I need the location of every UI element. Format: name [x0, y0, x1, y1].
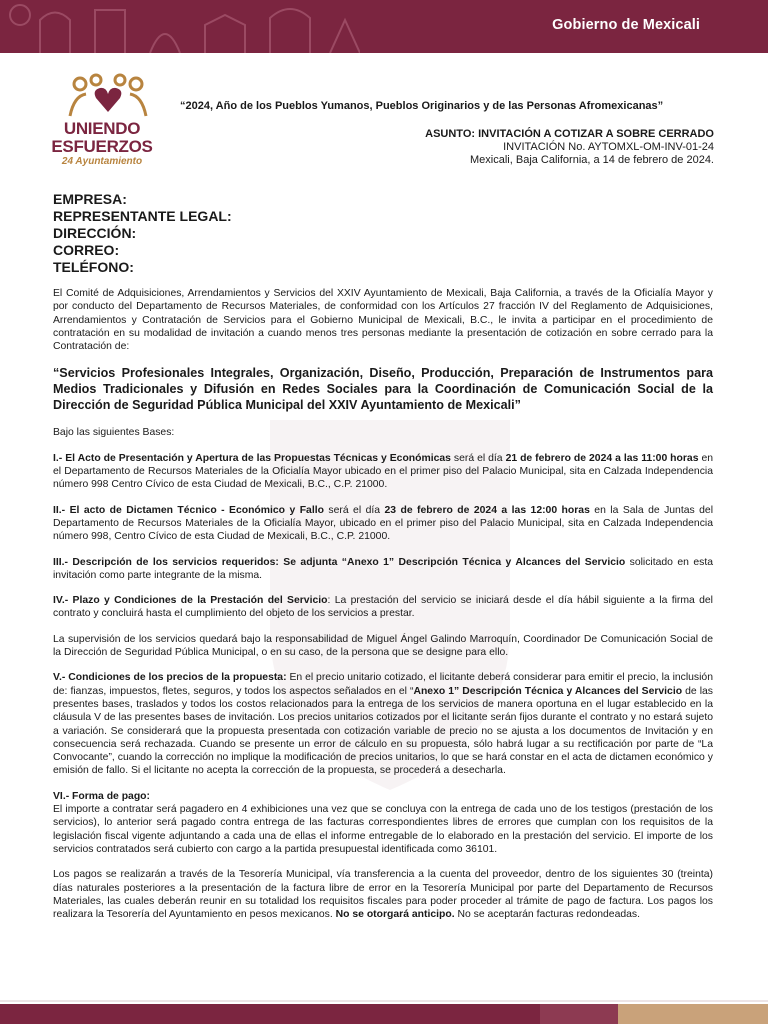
- section-2-title: II.- El acto de Dictamen Técnico - Económico y Fallo: [53, 504, 324, 516]
- no-advance-note: No se otorgará anticipo.: [335, 909, 455, 921]
- section-2-date: 23 de febrero de 2024 a las 12:00 horas: [384, 504, 590, 516]
- header-decoration-pattern: [0, 0, 360, 53]
- section-5: [53, 671, 713, 777]
- section-4: [53, 594, 713, 621]
- section-3: [53, 556, 713, 583]
- footer-bar-middle: [540, 1004, 618, 1024]
- service-title: “Servicios Profesionales Integrales, Organización, Diseño, Producción, Preparación de Instrumentos para Medios Tradicionales y Difusión en Redes Sociales para la Coordinación de Comunicación Social de la Dirección de Seguridad Pública Municipal del XXIV Ayuntamiento de Mexicali”: [53, 366, 713, 413]
- payments-paragraph: [53, 868, 713, 921]
- section-1-title: I.- El Acto de Presentación y Apertura de las Propuestas Técnicas y Económicas: [53, 452, 451, 464]
- logo-text-line1: UNIENDO: [63, 119, 141, 138]
- section-6: [53, 790, 713, 856]
- supervision-paragraph: La supervisión de los servicios quedará bajo la responsabilidad de Miguel Ángel Galindo Marroquín, Coordinador De Comunicación Social de la Dirección de Seguridad Pública Municipal, o en su caso, de la persona que se designe para ello.: [53, 633, 713, 659]
- label-representante: REPRESENTANTE LEGAL:: [53, 208, 232, 224]
- year-motto: “2024, Año de los Pueblos Yumanos, Pueblos Originarios y de las Personas Afromexicanas”: [180, 100, 664, 112]
- footer-bar-left: [0, 1004, 540, 1024]
- subject-line: ASUNTO: INVITACIÓN A COTIZAR A SOBRE CERRADO: [425, 128, 714, 140]
- footer-bar: [0, 1004, 768, 1024]
- section-1-text-a: será el día: [450, 452, 506, 464]
- recipient-fields: [53, 191, 453, 276]
- section-5-title: V.- Condiciones de los precios de la propuesta:: [53, 672, 287, 684]
- ayuntamiento-logo: [48, 72, 168, 168]
- section-6-title: VI.- Forma de pago:: [53, 790, 150, 802]
- section-2-text-b: en la Sala de Juntas del Departamento de Recursos Materiales de la Oficialía Mayor, ubicado en el primer piso del Palacio Municipal, sita en Calzada Independencia número 998, Centro Cívico de esta Ciudad de Mexicali, B.C., C.P. 21000.: [53, 504, 713, 543]
- document-header: [294, 128, 714, 167]
- section-5-text-b: de las presentes bases, traslados y todos los costos relacionados para la entrega de los servicios de manera oportuna en el lugar establecido en la cláusula V de las presentes bases de invitación. Los precios unitarios cotizados por el licitante serán fijos durante el contrato y no estará sujeto a variación. Se considerará que la propuesta presentada con cotización variable de precio no se ajusta a los documentos de Invitación y en consecuencia será rechazada. Cuando se presente un error de cálculo en su propuesta, sólo habrá lugar a su rectificación por parte de “La Convocante”, cuando la corrección no implique la modificación de precios unitarios, lo que se hará constar en el acta de dictamen económico y emisión de fallo. Si el licitante no acepta la corrección de la propuesta, se procederá a desecharla.: [53, 685, 713, 777]
- footer-bar-right: [618, 1004, 768, 1024]
- bases-intro: Bajo las siguientes Bases:: [53, 427, 175, 439]
- section-1-text-b: en el Departamento de Recursos Materiales de la Oficialía Mayor ubicado en el primer piso del Palacio Municipal, sita en Calzada Independencia número 998 Centro Cívico de esta Ciudad de Mexicali, B.C., C.P. 21000.: [53, 452, 714, 491]
- section-6-text: El importe a contratar será pagadero en 4 exhibiciones una vez que se concluya con la entrega de cada uno de los testigos (prestación de los servicios), lo anterior será pagado contra entrega de las facturas correspondientes libres de errores que cumplan con los requisitos de la legislación fiscal vigente adjuntando a cada una de ellas el informe entregable de lo elaborado en la prestación del servicio. El importe de los servicios contratados será cubierto con cargo a la partida presupuestal identificada como 36101.: [53, 804, 713, 855]
- section-5-text-a: En el precio unitario cotizado, el licitante deberá considerar para emitir el precio, la inclusión de: fianzas, impuestos, fletes, seguros, y todos los aspectos señalados en el “: [53, 672, 713, 697]
- section-4-text: : La prestación del servicio se iniciará desde el día hábil siguiente a la firma del contrato y concluirá hasta el cumplimiento del objeto de los servicios a prestar.: [53, 595, 713, 620]
- intro-paragraph: El Comité de Adquisiciones, Arrendamientos y Servicios del XXIV Ayuntamiento de Mexicali, Baja California, a través de la Oficialía Mayor y por conducto del Departamento de Recursos Materiales, de conformidad con los Artículos 27 fracción IV del Reglamento de Adquisiciones, Arrendamientos y Contratación de Servicios para el Gobierno Municipal de Mexicali, B.C., le invita a participar en el procedimiento de contratación en su modalidad de invitación a cuando menos tres personas mediante la presentación de cotización en sobre cerrado para la Contratación de:: [53, 288, 713, 353]
- label-telefono: TELÉFONO:: [53, 259, 134, 275]
- label-correo: CORREO:: [53, 242, 120, 258]
- invitation-number: INVITACIÓN No. AYTOMXL-OM-INV-01-24: [503, 141, 714, 153]
- government-title: Gobierno de Mexicali: [552, 17, 700, 33]
- footer-separator: [0, 1000, 768, 1002]
- section-3-text: solicitado en esta invitación como parte integrante de la misma.: [53, 556, 713, 581]
- section-3-title: III.- Descripción de los servicios requeridos: Se adjunta “Anexo 1” Descripción Técnica y Alcances del Servicio: [53, 556, 626, 568]
- logo-text-line3: 24 Ayuntamiento: [61, 156, 143, 167]
- section-5-annex: Anexo 1” Descripción Técnica y Alcances del Servicio: [413, 685, 683, 697]
- section-2: [53, 504, 713, 544]
- place-and-date: Mexicali, Baja California, a 14 de febrero de 2024.: [470, 154, 714, 166]
- section-4-title: IV.- Plazo y Condiciones de la Prestación del Servicio: [53, 595, 328, 607]
- section-2-text-a: será el día: [323, 504, 385, 516]
- label-direccion: DIRECCIÓN:: [53, 225, 137, 241]
- section-1-date: 21 de febrero de 2024 a las 11:00 horas: [505, 452, 699, 464]
- header-bar: [0, 0, 768, 53]
- document-body: [53, 287, 713, 933]
- logo-text-line2: ESFUERZOS: [51, 137, 153, 156]
- section-1: [53, 452, 713, 492]
- label-empresa: EMPRESA:: [53, 191, 127, 207]
- payments-text-b: No se aceptarán facturas redondeadas.: [454, 909, 640, 921]
- people-heart-icon: [60, 72, 156, 120]
- payments-text-a: Los pagos se realizarán a través de la Tesorería Municipal, vía transferencia a la cuenta del proveedor, dentro de los siguientes 30 (treinta) días naturales posteriores a la presentación de la factura libre de error en la Tesorería Municipal por parte del Departamento de Recursos Materiales, las cuales deberán reunir en su totalidad los requisitos fiscales para poder proceder al trámite de pago de factura. Los pagos los realizara la Tesorería del Ayuntamiento en pesos mexicanos.: [53, 869, 713, 921]
